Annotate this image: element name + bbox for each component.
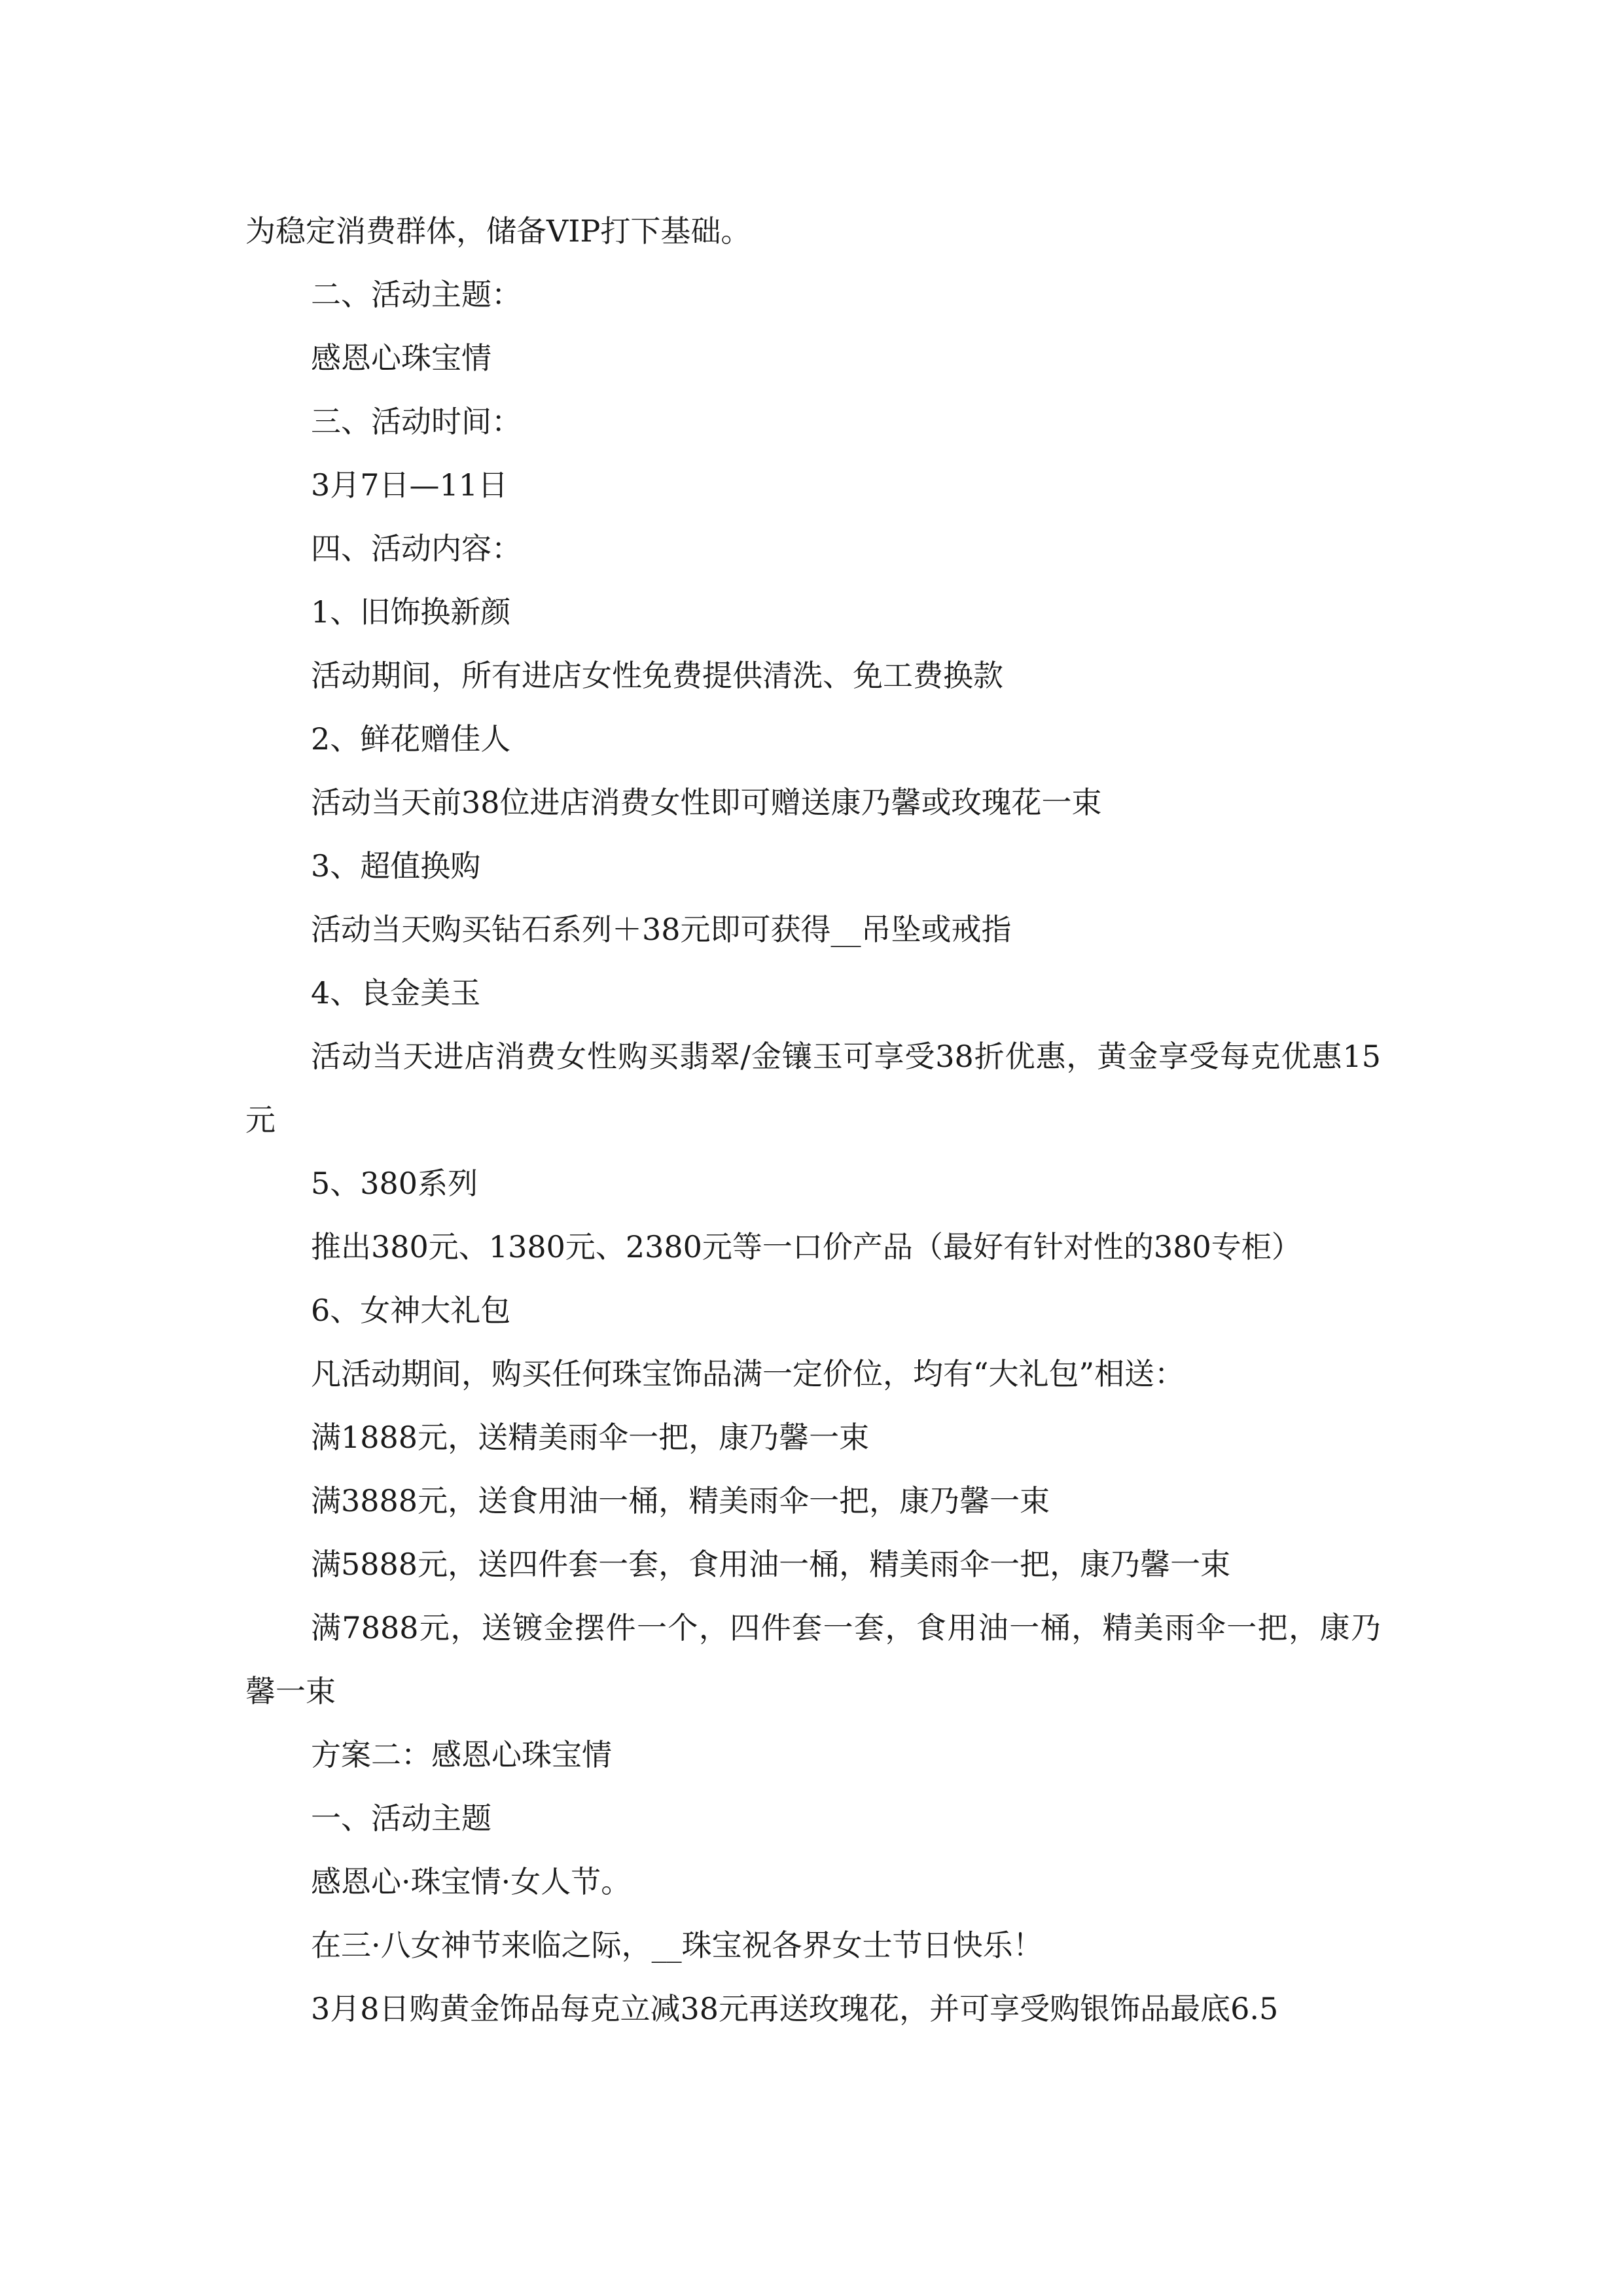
section-heading-theme: 二、活动主题： [311,277,522,312]
document-body [245,200,1381,2041]
paragraph-1: 为稳定消费群体，储备VIP打下基础。 [245,213,751,249]
item-body-5: 推出380元、1380元、2380元等一口价产品（最好有针对性的380专柜） [311,1229,1302,1265]
plan-two-offer: 3月8日购黄金饰品每克立减38元再送玫瑰花，并可享受购银饰品最底6.5 [311,1991,1279,2026]
item-body-2: 活动当天前38位进店消费女性即可赠送康乃馨或玫瑰花一束 [311,785,1102,820]
plan-two-greeting: 在三·八女神节来临之际，__珠宝祝各界女士节日快乐！ [311,1928,1043,1963]
plan-two-theme: 感恩心·珠宝情·女人节。 [311,1864,632,1899]
item-heading-2: 2、鲜花赠佳人 [311,721,511,757]
item-body-6: 凡活动期间，购买任何珠宝饰品满一定价位，均有“大礼包”相送： [311,1356,1185,1391]
plan-two-section-heading: 一、活动主题 [311,1801,491,1836]
gift-tier-3: 满5888元，送四件套一套，食用油一桶，精美雨伞一把，康乃馨一束 [311,1547,1231,1582]
gift-tier-4: 满7888元，送镀金摆件一个，四件套一套，食用油一桶，精美雨伞一把，康乃馨一束 [245,1610,1381,1709]
gift-tier-1: 满1888元，送精美雨伞一把，康乃馨一束 [311,1420,870,1455]
item-body-1: 活动期间，所有进店女性免费提供清洗、免工费换款 [311,658,1003,693]
plan-two-title: 方案二：感恩心珠宝情 [311,1737,612,1772]
item-heading-1: 1、旧饰换新颜 [311,594,511,630]
item-heading-5: 5、380系列 [311,1166,478,1201]
paragraph-theme: 感恩心珠宝情 [311,340,491,376]
section-heading-content: 四、活动内容： [311,531,522,566]
item-body-3: 活动当天购买钻石系列＋38元即可获得__吊坠或戒指 [311,912,1012,947]
paragraph-time: 3月7日—11日 [311,467,508,503]
gift-tier-2: 满3888元，送食用油一桶，精美雨伞一把，康乃馨一束 [311,1483,1050,1518]
section-heading-time: 三、活动时间： [311,404,522,439]
item-body-4: 活动当天进店消费女性购买翡翠/金镶玉可享受38折优惠，黄金享受每克优惠15元 [245,1039,1381,1138]
item-heading-3: 3、超值换购 [311,848,481,884]
item-heading-4: 4、良金美玉 [311,975,481,1011]
item-heading-6: 6、女神大礼包 [311,1293,511,1328]
